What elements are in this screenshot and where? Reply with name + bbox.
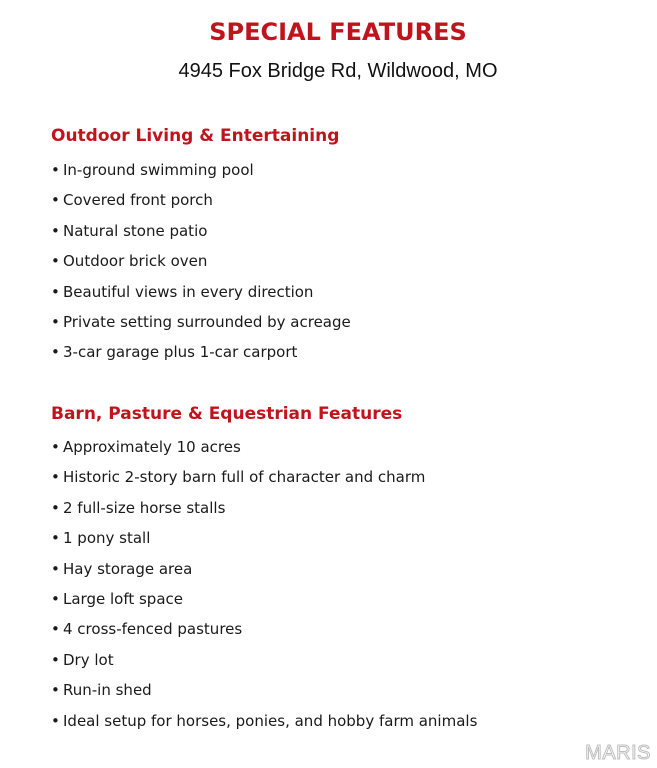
bullet-icon: • (51, 438, 60, 456)
list-item-label: In-ground swimming pool (63, 161, 254, 179)
list-item-label: 2 full-size horse stalls (63, 498, 226, 517)
list-item-label: Large loft space (63, 589, 183, 608)
list-item-label: Historic 2-story barn full of character and charm (63, 468, 426, 487)
bullet-icon: • (51, 161, 60, 179)
list-item (51, 277, 351, 307)
bullet-icon: • (51, 589, 60, 608)
list-item-label: Approximately 10 acres (63, 438, 241, 456)
barn-feature-list (51, 432, 477, 736)
bullet-icon: • (51, 650, 60, 669)
list-item (51, 155, 351, 185)
bullet-icon: • (51, 620, 60, 639)
list-item (51, 493, 477, 523)
list-item-label: Ideal setup for horses, ponies, and hobby farm animals (63, 711, 478, 730)
section-heading-barn: Barn, Pasture & Equestrian Features (51, 404, 403, 424)
list-item-label: 4 cross-fenced pastures (63, 620, 243, 639)
bullet-icon: • (51, 529, 60, 548)
list-item-label: Covered front porch (63, 191, 213, 210)
bullet-icon: • (51, 559, 60, 578)
bullet-icon: • (51, 681, 60, 700)
list-item (51, 584, 477, 614)
bullet-icon: • (51, 221, 60, 240)
list-item (51, 185, 351, 215)
bullet-icon: • (51, 312, 60, 331)
property-address: 4945 Fox Bridge Rd, Wildwood, MO (178, 60, 498, 82)
list-item (51, 675, 477, 705)
list-item (51, 614, 477, 644)
list-item (51, 523, 477, 553)
outdoor-feature-list (51, 155, 351, 368)
list-item-label: 1 pony stall (63, 529, 151, 548)
list-item-label: Outdoor brick oven (63, 252, 208, 271)
list-item (51, 307, 351, 337)
list-item (51, 432, 477, 462)
list-item-label: 3-car garage plus 1-car carport (63, 343, 298, 362)
list-item-label: Natural stone patio (63, 221, 208, 240)
list-item-label: Beautiful views in every direction (63, 282, 314, 301)
list-item (51, 462, 477, 492)
list-item (51, 554, 477, 584)
bullet-icon: • (51, 711, 60, 730)
list-item (51, 706, 477, 736)
list-item (51, 216, 351, 246)
list-item (51, 246, 351, 276)
list-item-label: Private setting surrounded by acreage (63, 312, 351, 331)
section-heading-outdoor: Outdoor Living & Entertaining (51, 126, 340, 146)
list-item-label: Hay storage area (63, 559, 193, 578)
list-item-label: Dry lot (63, 650, 114, 669)
page-title: SPECIAL FEATURES (209, 18, 467, 46)
list-item (51, 645, 477, 675)
bullet-icon: • (51, 498, 60, 517)
list-item (51, 337, 351, 367)
maris-watermark: MARIS (585, 742, 651, 764)
list-item-label: Run-in shed (63, 681, 152, 700)
bullet-icon: • (51, 191, 60, 210)
bullet-icon: • (51, 252, 60, 271)
bullet-icon: • (51, 343, 60, 362)
bullet-icon: • (51, 282, 60, 301)
bullet-icon: • (51, 468, 60, 487)
